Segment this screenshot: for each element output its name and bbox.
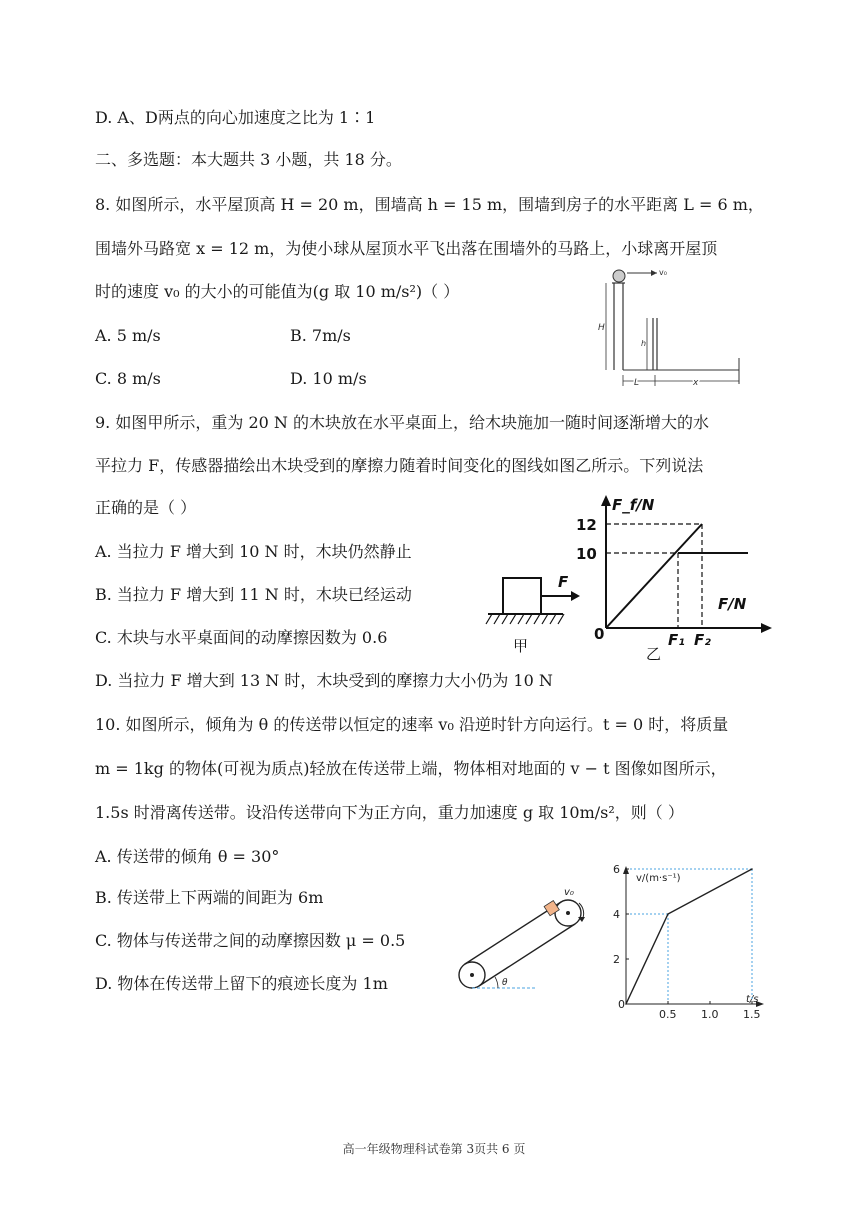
fig8-x-label: x	[693, 378, 699, 388]
fig9-y12-label: 12	[576, 516, 597, 534]
q9-option-a[interactable]: A. 当拉力 F 增大到 10 N 时，木块仍然静止	[95, 542, 412, 561]
fig8-L-label: L	[634, 378, 640, 388]
vt-ytick-label: 4	[613, 908, 620, 921]
fig9-yaxis-label: F_f/N	[612, 496, 655, 514]
fig9-xaxis-label: F/N	[718, 595, 747, 613]
vt-ylabel: v/(m·s⁻¹)	[636, 873, 681, 884]
q10-option-c[interactable]: C. 物体与传送带之间的动摩擦因数 μ = 0.5	[95, 931, 406, 950]
q9-option-d[interactable]: D. 当拉力 F 增大到 13 N 时，木块受到的摩擦力大小仍为 10 N	[95, 671, 553, 690]
q9-text-line3: 正确的是（ ）	[95, 498, 197, 517]
q10-text-line3: 1.5s 时滑离传送带。设沿传送带向下为正方向，重力加速度 g 取 10m/s²，则（ ）	[95, 803, 684, 822]
section-heading: 二、多选题：本大题共 3 小题，共 18 分。	[95, 150, 402, 169]
q10-text-line1: 10. 如图所示，倾角为 θ 的传送带以恒定的速率 v₀ 沿逆时针方向运行。t = 0 时，将质量	[95, 715, 729, 734]
fig9-yi-label: 乙	[646, 645, 662, 663]
vt-xlabel: t/s	[746, 994, 759, 1005]
friction-rising-line	[606, 524, 702, 628]
fig9-F1-label: F₁	[668, 631, 685, 649]
vt-chart	[612, 862, 772, 1022]
wood-block	[503, 578, 541, 614]
vt-point	[751, 868, 753, 870]
q10-conveyor-figure	[458, 885, 608, 995]
fig10-v0-label: v₀	[564, 887, 574, 898]
q8-option-d[interactable]: D. 10 m/s	[290, 369, 367, 388]
q10-option-d[interactable]: D. 物体在传送带上留下的痕迹长度为 1m	[95, 974, 388, 993]
page-footer: 高一年级物理科试卷第 3页共 6 页	[342, 1142, 526, 1156]
q8-text-line1: 8. 如图所示，水平屋顶高 H = 20 m，围墙高 h = 15 m，围墙到房子的水平距离 L = 6 m，	[95, 195, 764, 214]
fig8-H-label: H	[598, 323, 605, 333]
q9-text-line2: 平拉力 F，传感器描绘出木块受到的摩擦力随着时间变化的图线如图乙所示。下列说法	[95, 456, 704, 475]
q9-figure	[478, 493, 778, 663]
q8-option-b[interactable]: B. 7m/s	[290, 326, 351, 345]
fig10-theta-label: θ	[502, 978, 508, 988]
q9-text-line1: 9. 如图甲所示，重为 20 N 的木块放在水平桌面上，给木块施加一随时间逐渐增大的水	[95, 413, 709, 432]
vt-series-line	[626, 869, 752, 1004]
q10-text-line2: m = 1kg 的物体(可视为质点)轻放在传送带上端，物体相对地面的 v − t 图像如图所示，	[95, 759, 727, 778]
q8-option-c[interactable]: C. 8 m/s	[95, 369, 161, 388]
q8-option-a[interactable]: A. 5 m/s	[95, 326, 161, 345]
q10-option-b[interactable]: B. 传送带上下两端的间距为 6m	[95, 888, 324, 907]
q8-text-line2: 围墙外马路宽 x = 12 m，为使小球从屋顶水平飞出落在围墙外的马路上，小球离开屋顶	[95, 239, 718, 258]
q7-option-d: D. A、D两点的向心加速度之比为 1∶1	[95, 108, 376, 127]
q8-figure	[595, 262, 745, 392]
fig9-y10-label: 10	[576, 545, 597, 563]
vt-xtick-label: 0.5	[659, 1008, 677, 1021]
fig9-origin-label: 0	[594, 625, 605, 643]
q8-text-line3: 时的速度 v₀ 的大小的可能值为(g 取 10 m/s²)（ ）	[95, 282, 460, 301]
vt-origin: 0	[618, 998, 625, 1011]
vt-point	[667, 913, 669, 915]
q10-option-a[interactable]: A. 传送带的倾角 θ = 30°	[95, 847, 280, 866]
q9-option-b[interactable]: B. 当拉力 F 增大到 11 N 时，木块已经运动	[95, 585, 412, 604]
fig9-force-label: F	[558, 573, 569, 591]
vt-ytick-label: 2	[613, 953, 620, 966]
fig8-h-label: h	[641, 339, 647, 348]
vt-xtick-label: 1.0	[701, 1008, 719, 1021]
vt-xtick-label: 1.5	[743, 1008, 761, 1021]
fig9-jia-label: 甲	[513, 637, 529, 655]
q9-option-c[interactable]: C. 木块与水平桌面间的动摩擦因数为 0.6	[95, 628, 388, 647]
fig9-F2-label: F₂	[694, 631, 711, 649]
fig8-v0-label: v₀	[659, 268, 667, 277]
ball	[613, 270, 625, 282]
vt-ytick-label: 6	[613, 863, 620, 876]
vt-point	[625, 1003, 627, 1005]
